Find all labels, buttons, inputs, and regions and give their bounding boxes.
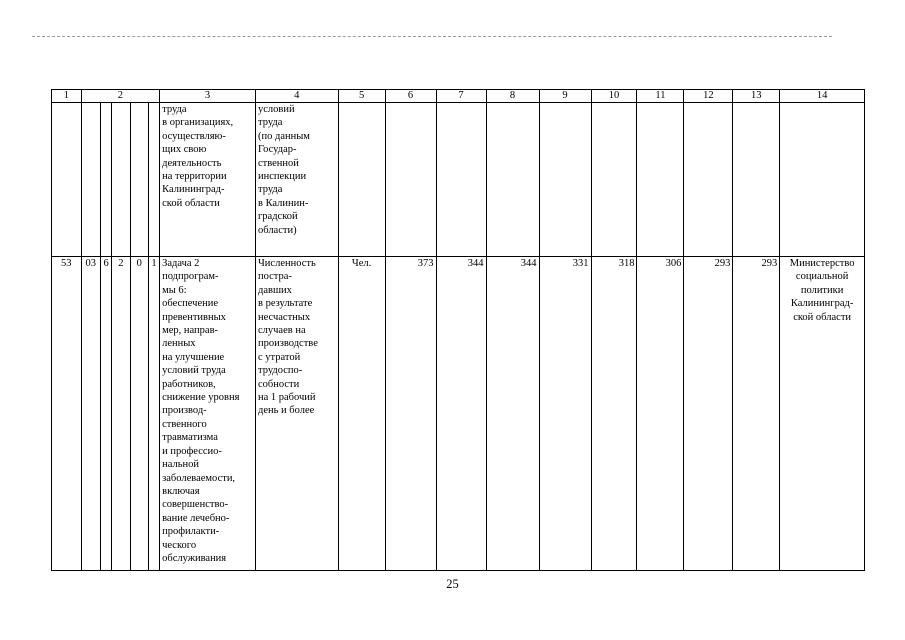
value-cell: 331 bbox=[539, 257, 591, 571]
code-cell: 0 bbox=[130, 257, 148, 571]
header-cell: 7 bbox=[436, 90, 486, 103]
table-cell bbox=[486, 103, 539, 257]
header-cell: 8 bbox=[486, 90, 539, 103]
header-cell: 4 bbox=[255, 90, 338, 103]
code-cell: 6 bbox=[100, 257, 111, 571]
page-number: 25 bbox=[446, 577, 459, 591]
table-cell bbox=[130, 103, 148, 257]
table-row bbox=[52, 103, 865, 257]
unit-cell: Чел. bbox=[338, 257, 385, 571]
table-cell bbox=[733, 103, 780, 257]
header-cell: 9 bbox=[539, 90, 591, 103]
table-cell bbox=[81, 103, 100, 257]
header-cell: 12 bbox=[684, 90, 733, 103]
header-cell: 6 bbox=[385, 90, 436, 103]
value-cell: 293 bbox=[733, 257, 780, 571]
value-cell: 293 bbox=[684, 257, 733, 571]
code-cell: 2 bbox=[112, 257, 130, 571]
header-cell: 2 bbox=[81, 90, 160, 103]
header-cell: 13 bbox=[733, 90, 780, 103]
table-cell bbox=[591, 103, 637, 257]
indicator-continuation-cell: условий труда (по данным Государ- ственной инспекции труда в Калинин- градской области) bbox=[255, 103, 338, 257]
table-cell bbox=[637, 103, 684, 257]
table-cell bbox=[148, 103, 159, 257]
scan-top-line bbox=[32, 36, 832, 37]
table-cell bbox=[338, 103, 385, 257]
value-cell: 373 bbox=[385, 257, 436, 571]
table-cell bbox=[100, 103, 111, 257]
header-cell: 1 bbox=[52, 90, 82, 103]
indicator-cell: Численность постра- давших в результате несчастных случаев на производстве с утратой трудоспо- собности на 1 рабочий день и более bbox=[255, 257, 338, 571]
value-cell: 318 bbox=[591, 257, 637, 571]
header-cell: 3 bbox=[160, 90, 256, 103]
table-cell bbox=[112, 103, 130, 257]
task-cell: Задача 2 подпрограм- мы 6: обеспечение превентивных мер, направ- ленных на улучшение условий труда работников, снижение уровня производ- ственного травматизма и профессио- нальной заболеваемости, включая совершенство- вание лечебно- профилакти- ческого обслуживания bbox=[160, 257, 256, 571]
header-row bbox=[52, 90, 865, 103]
table-cell bbox=[385, 103, 436, 257]
responsible-cell: Министерство социальной политики Калининград- ской области bbox=[780, 257, 865, 571]
header-cell: 5 bbox=[338, 90, 385, 103]
header-cell: 14 bbox=[780, 90, 865, 103]
table-cell bbox=[539, 103, 591, 257]
value-cell: 344 bbox=[436, 257, 486, 571]
header-cell: 10 bbox=[591, 90, 637, 103]
code-cell: 1 bbox=[148, 257, 159, 571]
table-cell bbox=[52, 103, 82, 257]
value-cell: 306 bbox=[637, 257, 684, 571]
table-row bbox=[52, 257, 865, 571]
indicators-table bbox=[51, 89, 865, 571]
value-cell: 344 bbox=[486, 257, 539, 571]
header-cell: 11 bbox=[637, 90, 684, 103]
table-cell bbox=[780, 103, 865, 257]
task-continuation-cell: труда в организациях, осуществляю- щих свою деятельность на территории Калининград- ской области bbox=[160, 103, 256, 257]
row-number-cell: 53 bbox=[52, 257, 82, 571]
table-cell bbox=[684, 103, 733, 257]
code-cell: 03 bbox=[81, 257, 100, 571]
table-cell bbox=[436, 103, 486, 257]
